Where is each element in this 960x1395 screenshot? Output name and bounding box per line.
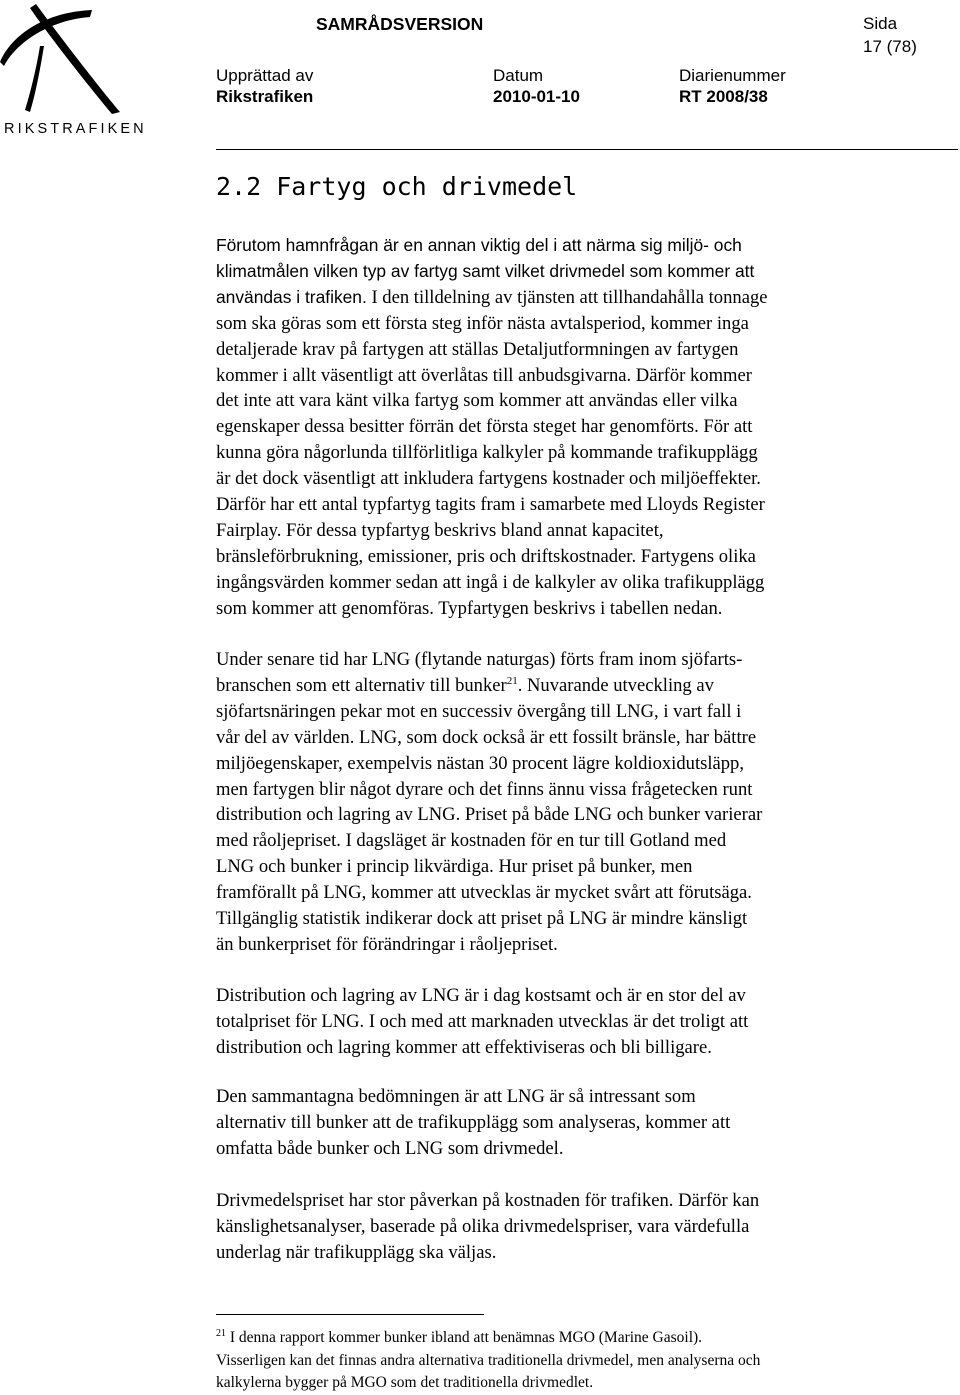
page-label: Sida [863,14,898,33]
footnote-reference[interactable]: 21 [506,674,518,687]
paragraph-lead: Förutom hamnfrågan är en annan viktig del i att närma sig miljö- och klimatmålen vilken typ av fartyg samt vilket drivmedel som kommer att användas i trafiken. [216,235,755,307]
date-value: 2010-01-10 [493,87,580,106]
section-heading: 2.2 Fartyg och drivmedel [216,172,578,201]
footnote-number: 21 [216,1327,226,1339]
date-label: Datum [493,66,544,85]
paragraph-lng [216,647,906,958]
paragraph-fuel-price: Drivmedelspriset har stor påverkan på kostnaden för trafiken. Därför kan känslighetsanalyser, baserade på olika drivmedelspriser, vara värdefulla underlag när trafikupplägg ska väljas. [216,1190,760,1263]
paragraph-assessment: Den sammantagna bedömningen är att LNG är så intressant som alternativ till bunker att de trafikupplägg som analyseras, kommer att omfatta både bunker och LNG som drivmedel. [216,1086,731,1159]
footnote-divider [216,1314,484,1315]
author-label: Upprättad av [216,66,314,85]
logo-wordmark: RIKSTRAFIKEN [4,121,147,137]
page-number: 17 (78) [863,37,917,56]
footnote-text: I denna rapport kommer bunker ibland att benämnas MGO (Marine Gasoil). Visserligen kan det finnas andra alternativa traditionella drivmedel, men analyserna och kalkylerna bygger på MGO som det traditionella drivmedlet. [216,1329,761,1391]
footnote [216,1327,916,1395]
author-value: Rikstrafiken [216,87,314,106]
paragraph-lng-start: Under senare tid har LNG (flytande naturgas) förts fram inom sjöfarts- branschen som ett alternativ till bunker [216,649,743,696]
document-status: SAMRÅDSVERSION [316,14,484,34]
paragraph-distribution: Distribution och lagring av LNG är i dag kostsamt och är en stor del av totalpriset för LNG. I och med att marknaden utvecklas är det troligt att distribution och lagring kommer att effektiviseras och bli billigare. [216,985,749,1058]
paragraph-lng-end: . Nuvarande utveckling av sjöfartsnäringen pekar mot en successiv övergång till LNG, i vart fall i vår del av världen. LNG, som dock också är ett fossilt bränsle, har bättre miljöegenskaper, exempelvis nästan 30 procent lägre koldioxidutsläpp, men fartygen blir något dyrare och det finns ännu vissa frågetecken runt distribution och lagring av LNG. Priset på både LNG och bunker varierar med råoljepriset. I dagsläget är kostnaden för en tur till Gotland med LNG och bunker i princip likvärdiga. Hur priset på bunker, men framförallt på LNG, kommer att utvecklas är mycket svårt att förutsäga. Tillgänglig statistik indikerar dock att priset på LNG är mindre känsligt än bunkerpriset för förändringar i råoljepriset. [216,674,763,955]
reference-value: RT 2008/38 [679,87,768,106]
reference-label: Diarienummer [679,66,786,85]
paragraph-rest: I den tilldelning av tjänsten att tillhandahålla tonnage som ska göras som ett första steg inför nästa avtalsperiod, kommer inga detaljerade krav på fartygen att ställas Detaljutformningen av fartygen kommer i allt väsentligt att överlåtas till anbudsgivarna. Därför kommer det inte att vara känt vilka fartyg som kommer att användas eller vilka egenskaper dessa besitter förrän det första steget har genomförts. För att kunna göra någorlunda tillförlitliga kalkyler på kommande trafikupplägg är det dock väsentligt att inkludera fartygens kostnader och miljöeffekter. Därför har ett antal typfartyg tagits fram i samarbete med Lloyds Register Fairplay. För dessa typfartyg beskrivs bland annat kapacitet, bränsleförbrukning, emissioner, pris och driftskostnader. Fartygens olika ingångsvärden kommer sedan att ingå i de kalkyler av olika trafikupplägg som kommer att genomföras. Typfartygen beskrivs i tabellen nedan. [216,286,768,619]
rikstrafiken-logo-icon [0,0,140,140]
paragraph-ships-fuel [216,233,906,622]
header-divider [216,149,958,150]
